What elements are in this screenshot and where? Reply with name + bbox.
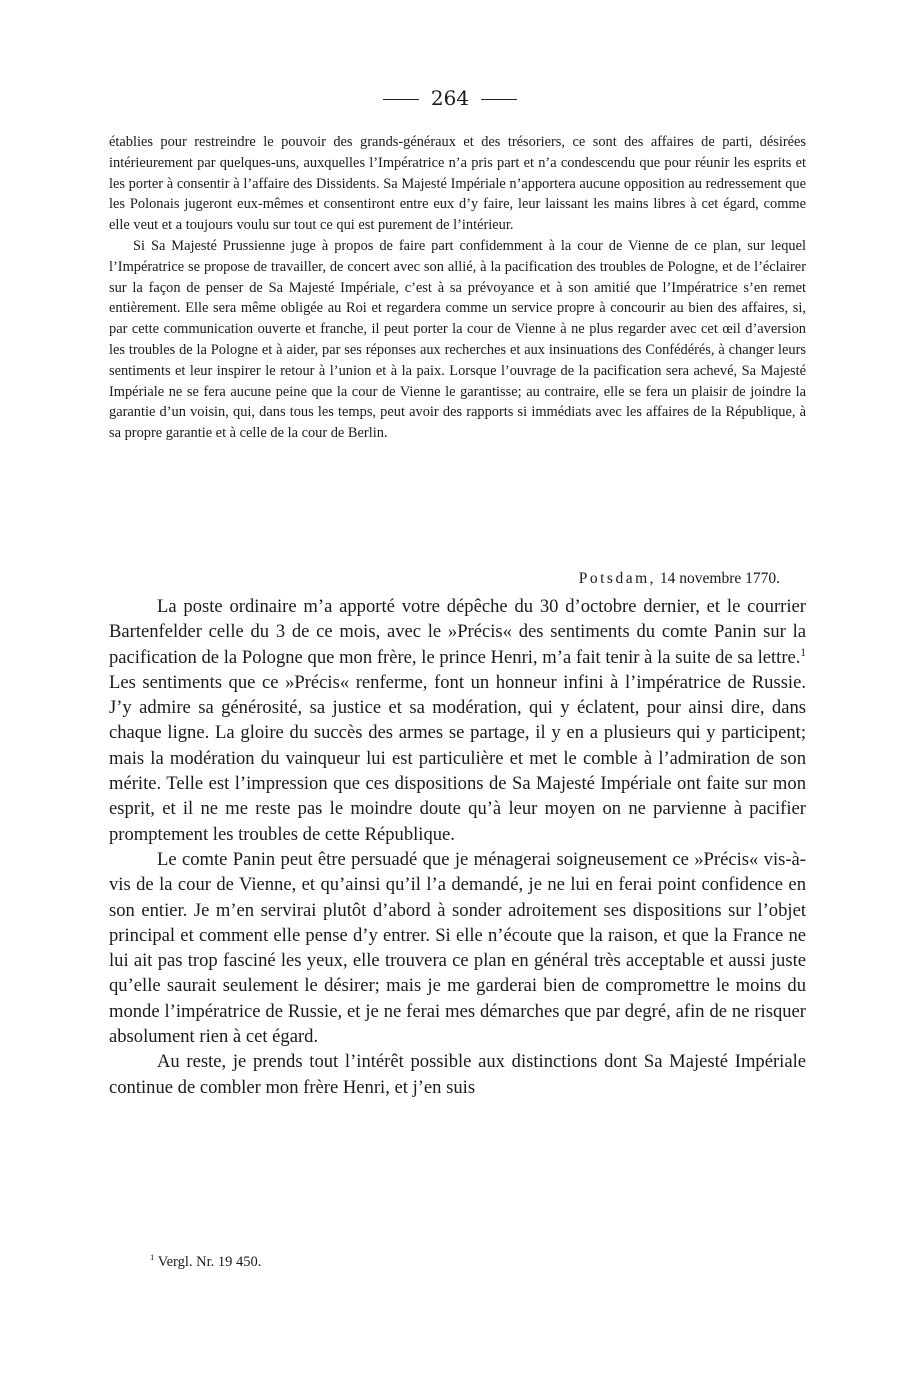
footnote-reference: 1 (800, 646, 806, 659)
page-number: 264 (430, 86, 470, 110)
page-header (0, 84, 900, 112)
header-rule-left (383, 99, 419, 100)
quoted-paragraph-2: Si Sa Majesté Prussienne juge à propos de faire part confidemment à la cour de Vienne de ce plan, sur lequel l’Impératrice se propose de travailler, de concert avec son allié, à la pacification des troubles de Pologne, et de l’éclairer sur la façon de penser de Sa Majesté Impériale, c’est à sa prévoyance et à son amitié que l’Impératrice s’en remet entièrement. Elle sera même obligée au Roi et regardera comme un service propre à concourir au bien des affaires, si, par cette communication ouverte et franche, il peut porter la cour de Vienne à ne plus regarder avec cet œil d’aversion les troubles de la Pologne et à aider, par ses réponses aux recherches et aux insinuations des Confédérés, à changer leurs sentiments et leur inspirer le retour à l’union et à la paix. Lorsque l’ouvrage de la pacification sera achevé, Sa Majesté Impériale ne se fera aucune peine que la cour de Vienne le garantisse; au contraire, elle se fera un plaisir de joindre la garantie d’un voisin, qui, dans tous les temps, peut avoir des rapports si immédiats avec les affaires de la République, à sa propre garantie et à celle de la cour de Berlin. (109, 237, 806, 442)
footnote-text: Vergl. Nr. 19 450. (154, 1254, 262, 1270)
letter-paragraph-1-continued: Les sentiments que ce »Précis« renferme, font un honneur infini à l’impératrice de Russie. J’y admire sa générosité, sa justice et sa modération, qui y éclatent, pour ainsi dire, dans chaque ligne. La gloire du succès des armes se partage, il y en a plusieurs qui y participent; mais la modération du vainqueur lui est particulière et met le comble à l’admiration de son mérite. Telle est l’impression que ces dispositions de Sa Majesté Impériale ont faite sur mon esprit, et il ne me reste pas le moindre doute qu’à leur moyen on ne parvienne à pacifier promptement les troubles de cette République. (109, 671, 806, 845)
letter-paragraph-2: Le comte Panin peut être persuadé que je ménagerai soigneusement ce »Précis« vis-à-vis de la cour de Vienne, et qu’ainsi qu’il l’a demandé, je ne lui en ferai point confidence en son entier. Je m’en servirai plutôt d’abord à sonder adroitement ses dispositions sur l’objet principal et comment elle pense d’y entrer. Si elle n’écoute que la raison, et que la France ne lui ait pas trop fasciné les yeux, elle trouvera ce plan en général très acceptable et aussi juste qu’elle saurait seulement le désirer; mais je me garderai bien de compromettre le moins du monde l’impératrice de Russie, et je ne ferai mes démarches que par degré, afin de ne risquer absolument rien à cet égard. (109, 848, 806, 1048)
dateline (109, 568, 780, 590)
letter-paragraph-1 (109, 594, 806, 847)
quoted-paragraph-1: établies pour restreindre le pouvoir des grands-généraux et des trésoriers, ce sont des affaires de parti, désirées intérieurement par quelques-uns, auxquelles l’Impératrice n’a pris part et n’a condescendu que pour réunir les esprits et les porter à consentir à l’affaire des Dissidents. Sa Majesté Impériale n’apportera aucune opposition au redressement que les Polonais jugeront eux-mêmes et consentiront entre eux d’y faire, leur laissant les mains libres à cet égard, comme elle veut et a toujours voulu sur tout ce qui est purement de l’intérieur. (109, 134, 806, 234)
footnote (150, 1252, 261, 1272)
letter-paragraph-1-text: La poste ordinaire m’a apporté votre dépêche du 30 d’octobre dernier, et le courrier Bartenfelder celle du 3 de ce mois, avec le »Précis« des sentiments du comte Panin sur la pacification de la Pologne que mon frère, le prince Henri, m’a fait tenir à la suite de sa lettre. (109, 596, 806, 668)
quoted-document (109, 132, 806, 444)
footnote-mark: 1 (150, 1252, 155, 1263)
letter-paragraph-3: Au reste, je prends tout l’intérêt possible aux distinctions dont Sa Majesté Impériale continue de combler mon frère Henri, et j’en suis (109, 1051, 806, 1098)
dateline-place: Potsdam, (578, 570, 657, 587)
header-rule-right (481, 99, 517, 100)
dateline-date: 14 novembre 1770. (659, 570, 780, 587)
letter-body (109, 594, 806, 1100)
